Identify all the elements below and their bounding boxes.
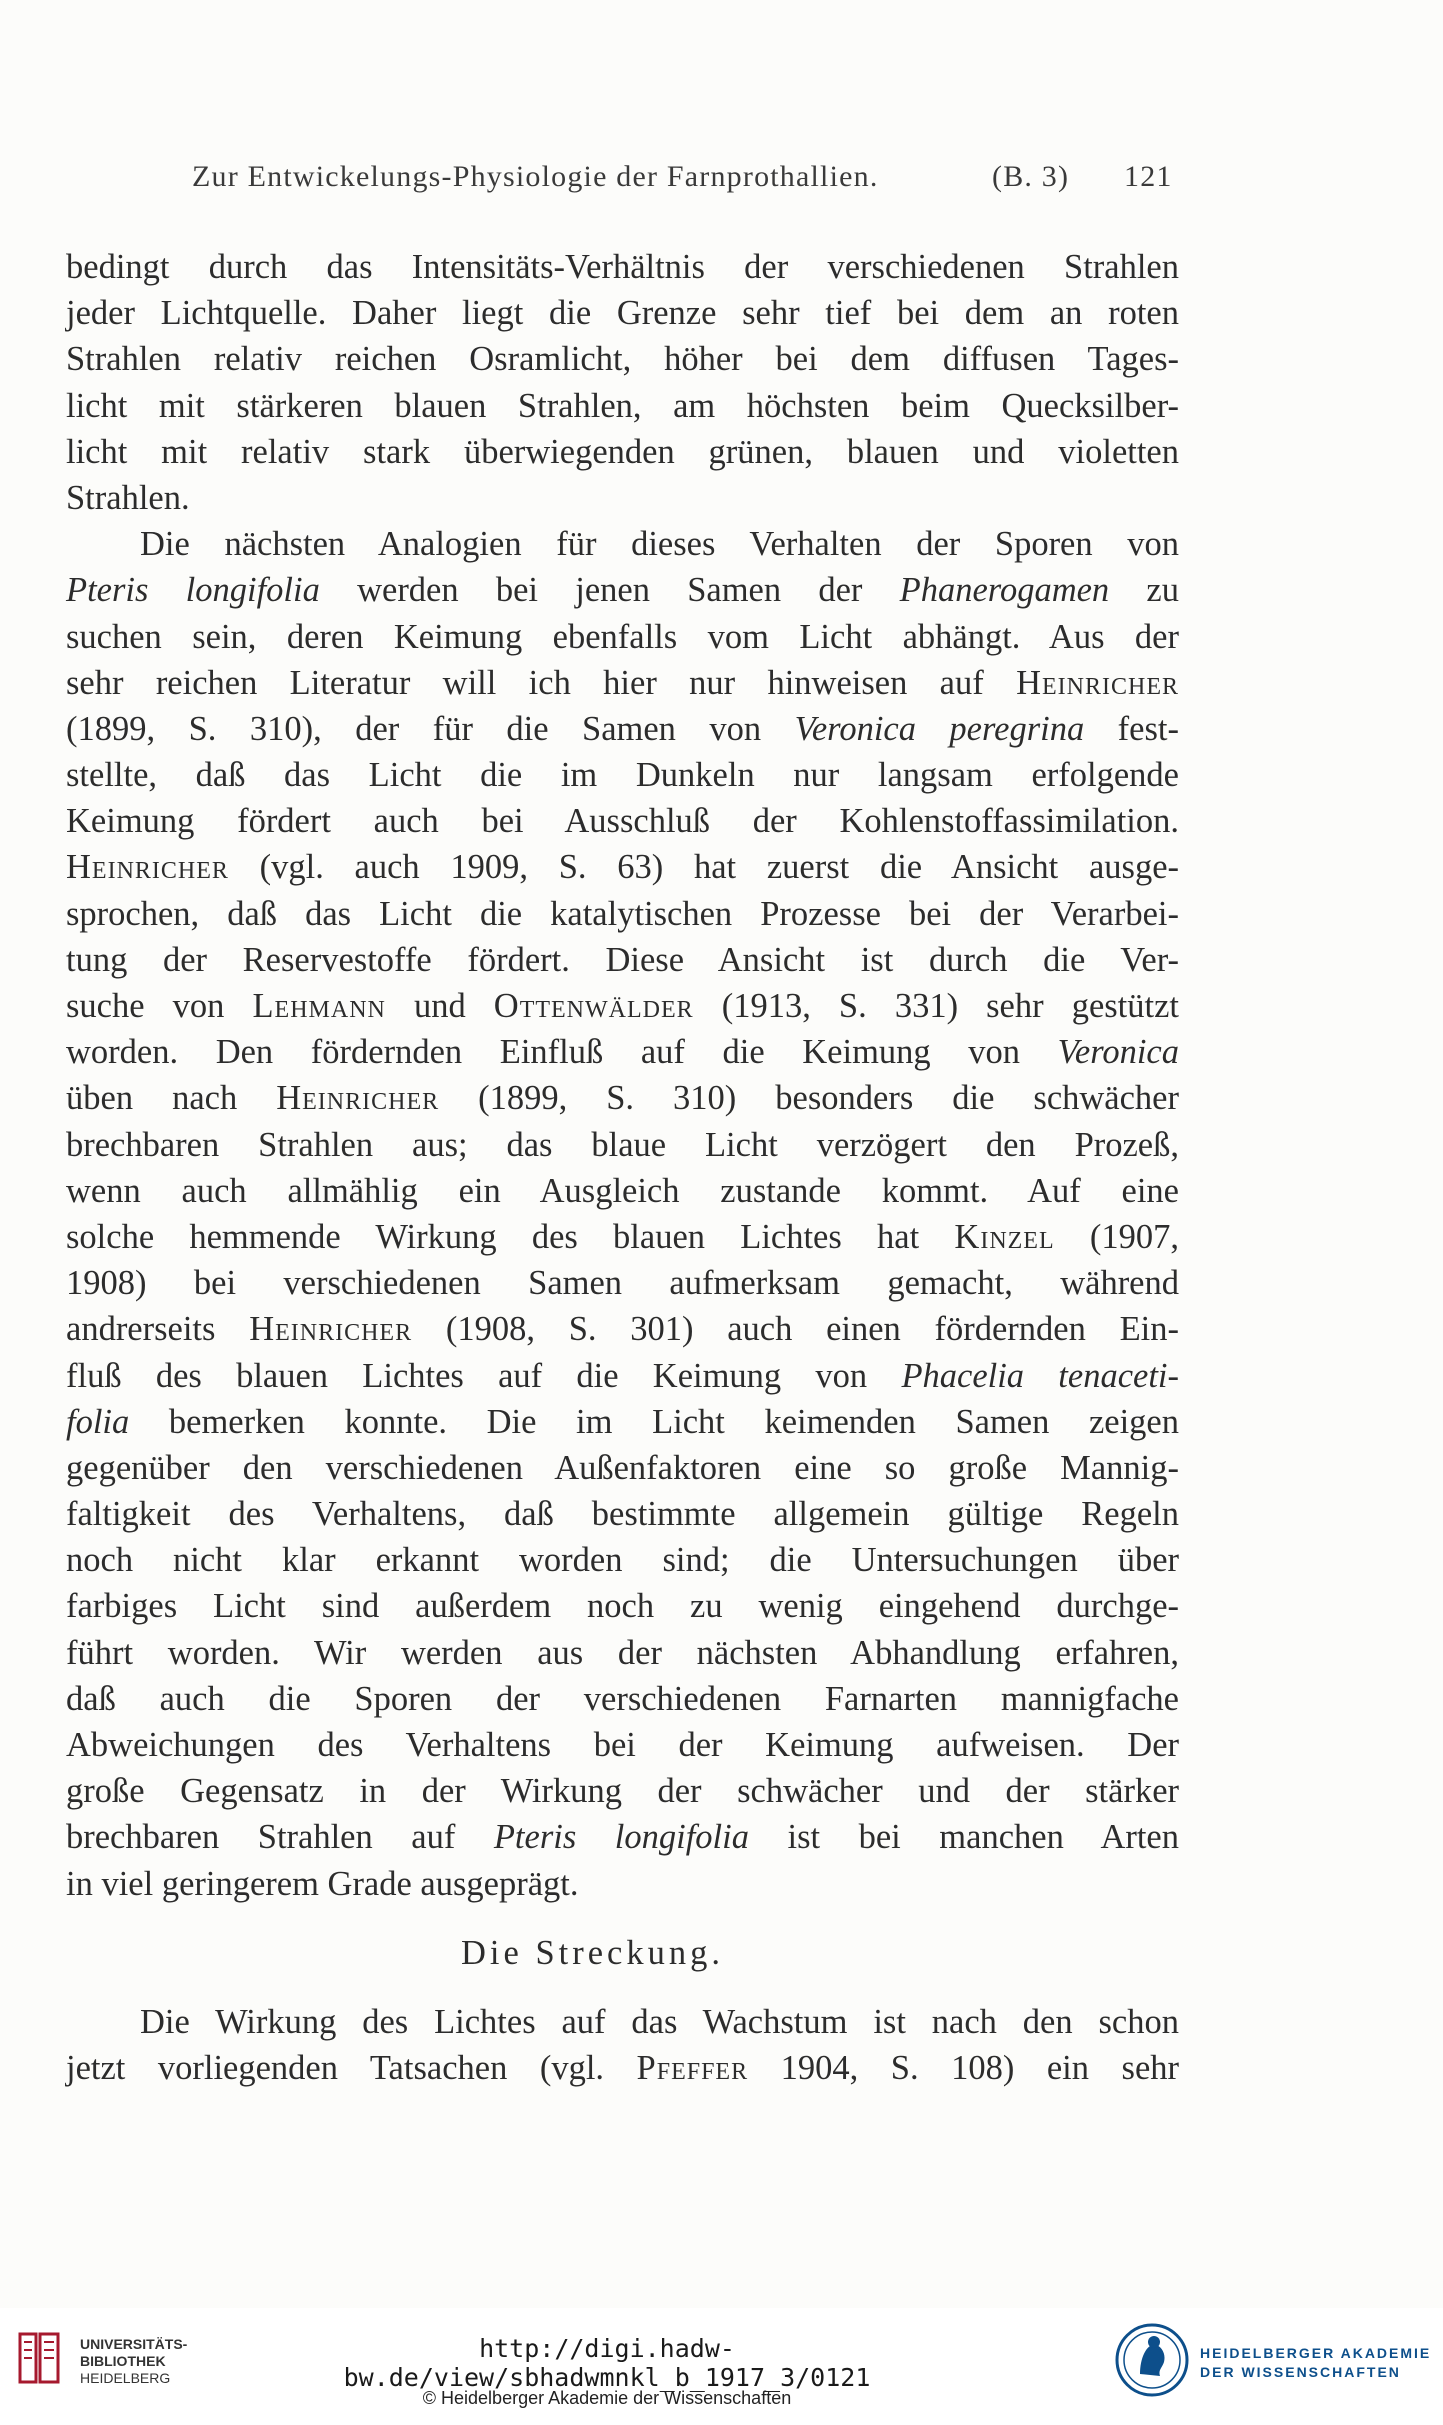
academy-seal-icon bbox=[1114, 2322, 1190, 2398]
text-run: suchen sein, deren Keimung ebenfalls vom Licht abhängt. Aus der bbox=[66, 617, 1179, 656]
text-line bbox=[66, 521, 1179, 567]
text-run: Keimung fördert auch bei Ausschluß der Kohlenstoffassimilation. bbox=[66, 802, 1179, 841]
running-head-title: Zur Entwickelungs-Physiologie der Farnprothallien. bbox=[192, 160, 879, 193]
text-line bbox=[66, 937, 1179, 983]
author-name: Heinricher bbox=[1016, 663, 1179, 702]
text-run: stellte, daß das Licht die im Dunkeln nur langsam erfolgende bbox=[66, 756, 1179, 795]
text-line bbox=[66, 614, 1179, 660]
text-line bbox=[66, 1075, 1179, 1121]
library-line-1: UNIVERSITÄTS- bbox=[80, 2336, 188, 2352]
academy-line-2: DER WISSENSCHAFTEN bbox=[1200, 2364, 1401, 2380]
academy-line-1: HEIDELBERGER AKADEMIE bbox=[1200, 2345, 1432, 2361]
text-run: jetzt vorliegenden Tatsachen (vgl. bbox=[66, 2048, 637, 2087]
text-run: führt worden. Wir werden aus der nächsten Abhandlung erfahren, bbox=[66, 1633, 1179, 1672]
species-name: Pteris longifolia bbox=[66, 571, 320, 610]
text-run: (1908, S. 301) auch einen fördernden Ein- bbox=[412, 1310, 1179, 1349]
text-run: sehr reichen Literatur will ich hier nur hinweisen auf bbox=[66, 663, 1017, 702]
text-run: (vgl. auch 1909, S. 63) hat zuerst die Ansicht ausge- bbox=[228, 848, 1179, 887]
text-run: tung der Reservestoffe fördert. Diese Ansicht ist durch die Ver- bbox=[66, 940, 1179, 979]
text-run: und bbox=[385, 987, 494, 1025]
footer bbox=[0, 2308, 1443, 2425]
text-line bbox=[66, 1445, 1179, 1491]
species-name: Phacelia tenaceti- bbox=[901, 1356, 1179, 1395]
text-line bbox=[66, 1168, 1179, 1214]
text-run: (1899, S. 310) besonders die schwächer bbox=[439, 1079, 1179, 1118]
text-run: in viel geringerem Grade ausgeprägt. bbox=[66, 1864, 579, 1903]
text-run: 1908) bei verschiedenen Samen aufmerksam gemacht, während bbox=[66, 1264, 1179, 1303]
text-line bbox=[66, 1768, 1179, 1814]
author-name: Ottenwälder bbox=[493, 987, 694, 1025]
text-run: licht mit stärkeren blauen Strahlen, am höchsten beim Quecksilber- bbox=[66, 386, 1179, 425]
text-run: fest- bbox=[1084, 709, 1179, 748]
text-line bbox=[66, 1260, 1179, 1306]
text-line bbox=[66, 1029, 1179, 1075]
text-line bbox=[66, 752, 1179, 798]
running-head-section: (B. 3) bbox=[992, 160, 1070, 193]
text-line bbox=[66, 1306, 1179, 1352]
text-line bbox=[66, 1537, 1179, 1583]
text-run: worden. Den fördernden Einfluß auf die Keimung von bbox=[66, 1033, 1058, 1072]
text-line bbox=[66, 706, 1179, 752]
text-run: bemerken konnte. Die im Licht keimenden Samen zeigen bbox=[129, 1402, 1179, 1441]
species-name: Veronica bbox=[1057, 1033, 1179, 1072]
author-name: Heinricher bbox=[249, 1310, 413, 1349]
text-run: solche hemmende Wirkung des blauen Lichtes hat bbox=[66, 1217, 955, 1256]
university-library-logo-icon bbox=[14, 2328, 64, 2388]
text-line bbox=[66, 1630, 1179, 1676]
text-run: licht mit relativ stark überwiegenden grünen, blauen und violetten bbox=[66, 432, 1179, 471]
text-line bbox=[66, 1861, 1179, 1907]
text-run: wenn auch allmählig ein Ausgleich zustande kommt. Auf eine bbox=[66, 1171, 1179, 1210]
author-name: Heinricher bbox=[276, 1079, 440, 1118]
text-run: gegenüber den verschiedenen Außenfaktoren eine so große Mannig- bbox=[66, 1448, 1179, 1487]
text-line bbox=[66, 844, 1179, 890]
author-name: Pfeffer bbox=[636, 2048, 749, 2087]
text-line bbox=[66, 1583, 1179, 1629]
text-line bbox=[66, 2045, 1179, 2091]
text-line bbox=[66, 429, 1179, 475]
text-run: farbiges Licht sind außerdem noch zu wenig eingehend durchge- bbox=[66, 1587, 1179, 1626]
text-run: Strahlen. bbox=[66, 478, 190, 517]
text-line bbox=[66, 1353, 1179, 1399]
section-heading: Die Streckung. bbox=[461, 1933, 724, 1972]
species-name: Pteris longifolia bbox=[493, 1818, 749, 1857]
text-line bbox=[66, 798, 1179, 844]
text-line bbox=[66, 1122, 1179, 1168]
text-line bbox=[66, 891, 1179, 937]
text-line bbox=[66, 290, 1179, 336]
author-name: Kinzel bbox=[954, 1217, 1055, 1256]
text-run: faltigkeit des Verhaltens, daß bestimmte allgemein gültige Regeln bbox=[66, 1495, 1179, 1534]
text-run: sprochen, daß das Licht die katalytischen Prozesse bei der Verarbei- bbox=[66, 894, 1179, 933]
text-line bbox=[66, 1399, 1179, 1445]
library-line-3: HEIDELBERG bbox=[80, 2370, 171, 2386]
text-run: brechbaren Strahlen auf bbox=[66, 1818, 494, 1857]
text-line bbox=[66, 983, 1179, 1029]
academy-name bbox=[1200, 2344, 1431, 2382]
text-line bbox=[66, 1214, 1179, 1260]
library-name bbox=[80, 2336, 187, 2387]
species-name: folia bbox=[66, 1402, 130, 1441]
text-line bbox=[66, 1814, 1179, 1860]
text-run: (1899, S. 310), der für die Samen von bbox=[66, 709, 795, 748]
text-line bbox=[66, 1676, 1179, 1722]
text-run: ist bei manchen Arten bbox=[748, 1818, 1179, 1857]
text-run: Die Wirkung des Lichtes auf das Wachstum ist nach den schon bbox=[140, 2002, 1179, 2041]
text-run: große Gegensatz in der Wirkung der schwächer und der stärker bbox=[66, 1772, 1179, 1811]
text-run: andrerseits bbox=[66, 1310, 250, 1349]
copyright-notice: © Heidelberger Akademie der Wissenschaften bbox=[422, 2388, 792, 2408]
text-run: Strahlen relativ reichen Osramlicht, höher bei dem diffusen Tages- bbox=[66, 340, 1179, 379]
text-run: jeder Lichtquelle. Daher liegt die Grenze sehr tief bei dem an roten bbox=[66, 294, 1179, 333]
text-run: 1904, S. 108) ein sehr bbox=[748, 2048, 1179, 2087]
body-text bbox=[66, 244, 1179, 2091]
text-run: (1913, S. 331) sehr gestützt bbox=[693, 987, 1179, 1025]
page-number: 121 bbox=[1124, 160, 1173, 193]
library-line-2: BIBLIOTHEK bbox=[80, 2353, 166, 2369]
text-line bbox=[66, 660, 1179, 706]
text-line bbox=[66, 244, 1179, 290]
author-name: Heinricher bbox=[66, 848, 229, 887]
text-line bbox=[66, 475, 1179, 521]
text-line bbox=[66, 336, 1179, 382]
text-run: Abweichungen des Verhaltens bei der Keimung aufweisen. Der bbox=[66, 1726, 1179, 1764]
text-run: fluß des blauen Lichtes auf die Keimung von bbox=[66, 1356, 902, 1395]
text-run: bedingt durch das Intensitäts-Verhältnis der verschiedenen Strahlen bbox=[66, 248, 1179, 286]
text-run: daß auch die Sporen der verschiedenen Farnarten mannigfache bbox=[66, 1679, 1179, 1718]
text-run: üben nach bbox=[66, 1079, 277, 1118]
text-run: Die nächsten Analogien für dieses Verhalten der Sporen von bbox=[140, 525, 1179, 564]
text-line bbox=[66, 1491, 1179, 1537]
text-run: noch nicht klar erkannt worden sind; die Untersuchungen über bbox=[66, 1541, 1179, 1580]
text-run: suche von bbox=[66, 987, 253, 1025]
text-run: (1907, bbox=[1054, 1217, 1179, 1256]
text-run: werden bei jenen Samen der bbox=[319, 571, 900, 610]
species-name: Veronica peregrina bbox=[794, 709, 1085, 748]
source-url-link[interactable]: http://digi.hadw-bw.de/view/sbhadwmnkl_b_1917_3/0121 bbox=[343, 2334, 871, 2392]
text-line bbox=[66, 383, 1179, 429]
author-name: Lehmann bbox=[252, 987, 386, 1025]
text-line bbox=[66, 1722, 1179, 1768]
text-line bbox=[66, 1999, 1179, 2045]
text-run: zu bbox=[1109, 571, 1179, 610]
species-name: Phanerogamen bbox=[899, 571, 1110, 610]
text-line bbox=[66, 567, 1179, 613]
text-run: brechbaren Strahlen aus; das blaue Licht verzögert den Prozeß, bbox=[66, 1125, 1179, 1164]
